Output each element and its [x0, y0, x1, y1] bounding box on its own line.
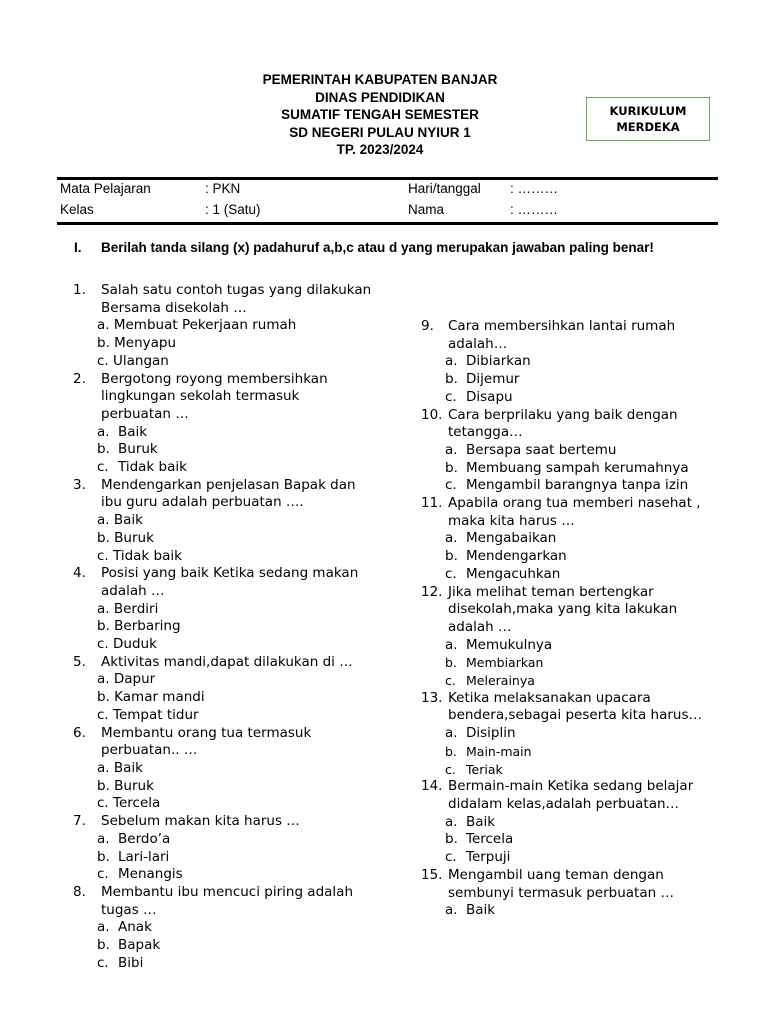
document-header: [130, 71, 630, 159]
option-text: a. Membuat Pekerjaan rumah: [97, 317, 297, 334]
answer-option[interactable]: [97, 955, 373, 973]
option-text: Baik: [118, 423, 148, 440]
option-letter: c.: [445, 849, 457, 866]
answer-option[interactable]: [97, 335, 373, 353]
option-letter: c.: [97, 954, 109, 971]
questions-right-column: [421, 318, 721, 920]
option-text: Mengambil barangnya tanpa izin: [466, 477, 689, 494]
answer-options: [421, 637, 721, 690]
answer-option[interactable]: [97, 530, 373, 548]
date-value: : ………: [510, 181, 559, 196]
option-text: c. Tercela: [97, 795, 161, 812]
answer-options: [73, 424, 373, 477]
name-label: Nama: [408, 202, 445, 217]
option-text: Buruk: [118, 441, 158, 458]
question-7: [73, 813, 373, 884]
answer-option[interactable]: [445, 672, 721, 690]
question-text: Bergotong royong membersihkan lingkungan sekolah termasuk perbuatan …: [101, 370, 328, 422]
question-text: Mengambil uang teman dengan sembunyi termasuk perbuatan …: [448, 866, 674, 901]
answer-option[interactable]: [97, 760, 373, 778]
answer-option[interactable]: [445, 477, 721, 495]
option-letter: a.: [97, 919, 110, 936]
subject-value: : PKN: [205, 181, 241, 196]
question-1: [73, 282, 373, 371]
option-text: Mengabaikan: [466, 530, 557, 547]
option-letter: c.: [445, 477, 457, 494]
question-text: Aktivitas mandi,dapat dilakukan di …: [101, 653, 353, 670]
question-text: Cara berprilaku yang baik dengan tetangga…: [448, 406, 678, 441]
option-letter: b.: [445, 371, 458, 388]
question-number: 13.: [421, 689, 443, 706]
question-number: 2.: [73, 370, 86, 387]
answer-options: [73, 671, 373, 724]
answer-option[interactable]: [445, 460, 721, 478]
header-department: DINAS PENDIDIKAN: [315, 89, 445, 105]
question-11: [421, 495, 721, 584]
option-text: Membiarkan: [466, 655, 544, 671]
question-number: 10.: [421, 406, 443, 423]
option-text: Lari-lari: [118, 848, 170, 865]
subject-label: Mata Pelajaran: [60, 181, 151, 196]
question-5: [73, 654, 373, 725]
answer-option[interactable]: [97, 459, 373, 477]
answer-options: [421, 902, 721, 920]
option-letter: c.: [445, 388, 457, 405]
answer-options: [421, 442, 721, 495]
question-text: Membantu ibu mencuci piring adalah tugas …: [101, 883, 353, 918]
answer-options: [73, 831, 373, 884]
bottom-divider: [57, 222, 718, 225]
question-text: Ketika melaksanakan upacara bendera,sebagai peserta kita harus…: [448, 689, 703, 724]
option-letter: a.: [445, 636, 458, 653]
question-15: [421, 867, 721, 920]
option-text: Tercela: [466, 831, 514, 848]
question-number: 4.: [73, 565, 86, 582]
answer-option[interactable]: [97, 353, 373, 371]
answer-option[interactable]: [97, 512, 373, 530]
option-letter: c.: [97, 866, 109, 883]
question-number: 6.: [73, 724, 86, 741]
curriculum-line-2: MERDEKA: [616, 120, 680, 134]
meta-row-class: [60, 201, 720, 219]
question-text: Jika melihat teman bertengkar disekolah,maka yang kita lakukan adalah …: [448, 583, 678, 635]
option-text: Berdo’a: [118, 830, 171, 847]
question-text: Salah satu contoh tugas yang dilakukan Bersama disekolah …: [101, 282, 372, 316]
option-letter: b.: [97, 441, 110, 458]
header-school-year: TP. 2023/2024: [336, 142, 424, 157]
answer-options: [73, 317, 373, 370]
header-exam-title: SUMATIF TENGAH SEMESTER: [281, 107, 479, 122]
option-letter: c.: [97, 459, 109, 476]
option-letter: b.: [97, 937, 110, 954]
question-text: Bermain-main Ketika sedang belajar didalam kelas,adalah perbuatan…: [448, 778, 694, 812]
option-letter: b.: [445, 831, 458, 848]
option-text: Baik: [466, 813, 496, 830]
answer-option[interactable]: [97, 831, 373, 849]
option-text: Melerainya: [466, 673, 535, 689]
answer-option[interactable]: [97, 707, 373, 725]
answer-options: [421, 530, 721, 583]
question-number: 12.: [421, 583, 443, 600]
option-text: Tidak baik: [118, 459, 187, 476]
option-text: Anak: [118, 919, 152, 936]
name-value: : ………: [510, 202, 559, 217]
answer-option[interactable]: [445, 761, 721, 779]
answer-options: [73, 919, 373, 972]
option-letter: c.: [445, 673, 456, 689]
option-text: Dijemur: [466, 371, 520, 388]
option-text: Main-main: [466, 743, 532, 759]
curriculum-box: [586, 97, 710, 141]
option-text: a. Dapur: [97, 671, 156, 688]
option-text: b. Buruk: [97, 529, 154, 546]
option-letter: a.: [445, 353, 458, 370]
answer-option[interactable]: [97, 937, 373, 955]
answer-option[interactable]: [97, 778, 373, 796]
questions-left-column: [73, 282, 373, 972]
answer-option[interactable]: [445, 902, 721, 920]
question-number: 7.: [73, 813, 86, 830]
answer-option[interactable]: [445, 353, 721, 371]
question-13: [421, 690, 721, 779]
option-text: Teriak: [466, 761, 503, 777]
question-text: Mendengarkan penjelasan Bapak dan ibu guru adalah perbuatan ….: [101, 476, 356, 511]
question-number: 3.: [73, 476, 86, 493]
question-number: 8.: [73, 883, 86, 900]
option-text: Disapu: [466, 388, 513, 405]
answer-option[interactable]: [445, 654, 721, 672]
answer-option[interactable]: [445, 814, 721, 832]
answer-option[interactable]: [97, 866, 373, 884]
header-government: PEMERINTAH KABUPATEN BANJAR: [262, 72, 498, 87]
option-text: a. Baik: [97, 759, 143, 776]
option-letter: a.: [445, 813, 458, 830]
answer-option[interactable]: [97, 441, 373, 459]
option-text: Baik: [466, 902, 496, 919]
answer-options: [73, 601, 373, 654]
option-letter: a.: [445, 902, 458, 919]
option-letter: a.: [97, 423, 110, 440]
question-2: [73, 371, 373, 477]
section-text: Berilah tanda silang (x) padahuruf a,b,c atau d yang merupakan jawaban paling benar!: [101, 240, 654, 255]
question-number: 11.: [421, 495, 443, 512]
option-letter: b.: [445, 459, 458, 476]
answer-options: [73, 760, 373, 813]
option-letter: b.: [445, 743, 457, 759]
question-number: 14.: [421, 778, 443, 795]
option-text: c. Ulangan: [97, 352, 169, 369]
answer-option[interactable]: [97, 424, 373, 442]
answer-option[interactable]: [445, 530, 721, 548]
question-text: Sebelum makan kita harus …: [101, 813, 300, 830]
option-text: Terpuji: [466, 849, 511, 866]
option-letter: a.: [97, 830, 110, 847]
answer-option[interactable]: [97, 618, 373, 636]
class-value: : 1 (Satu): [205, 202, 261, 217]
answer-option[interactable]: [97, 919, 373, 937]
option-text: a. Berdiri: [97, 600, 159, 617]
option-text: Membuang sampah kerumahnya: [466, 459, 689, 476]
option-text: a. Baik: [97, 512, 143, 529]
question-number: 1.: [73, 282, 86, 298]
question-4: [73, 565, 373, 654]
option-text: Bersapa saat bertemu: [466, 441, 617, 458]
option-text: c. Tempat tidur: [97, 706, 199, 723]
question-8: [73, 884, 373, 973]
answer-option[interactable]: [445, 743, 721, 761]
question-number: 5.: [73, 653, 86, 670]
option-text: Bapak: [118, 937, 161, 954]
answer-option[interactable]: [97, 636, 373, 654]
answer-option[interactable]: [445, 637, 721, 655]
option-letter: a.: [445, 725, 458, 742]
answer-options: [421, 814, 721, 867]
option-text: Bibi: [118, 954, 144, 971]
option-text: Menangis: [118, 866, 183, 883]
option-text: c. Duduk: [97, 636, 157, 653]
option-text: b. Kamar mandi: [97, 689, 205, 706]
answer-option[interactable]: [97, 317, 373, 335]
answer-option[interactable]: [445, 831, 721, 849]
option-letter: a.: [445, 441, 458, 458]
question-number: 15.: [421, 866, 443, 883]
option-text: Dibiarkan: [466, 353, 531, 370]
answer-option[interactable]: [445, 725, 721, 743]
answer-option[interactable]: [97, 849, 373, 867]
answer-option[interactable]: [97, 671, 373, 689]
question-text: Cara membersihkan lantai rumah adalah…: [448, 318, 676, 352]
header-school: SD NEGERI PULAU NYIUR 1: [289, 124, 471, 140]
option-text: Disiplin: [466, 725, 516, 742]
answer-options: [421, 353, 721, 406]
class-label: Kelas: [60, 202, 94, 217]
question-10: [421, 407, 721, 496]
option-text: b. Buruk: [97, 777, 154, 794]
option-text: Mendengarkan: [466, 548, 567, 565]
answer-option[interactable]: [97, 601, 373, 619]
option-text: b. Berbaring: [97, 618, 181, 635]
option-letter: b.: [445, 655, 457, 671]
question-3: [73, 477, 373, 566]
question-text: Posisi yang baik Ketika sedang makan adalah …: [101, 565, 359, 599]
option-text: b. Menyapu: [97, 335, 177, 352]
answer-option[interactable]: [445, 371, 721, 389]
option-letter: b.: [97, 848, 110, 865]
question-9: [421, 318, 721, 407]
section-number: I.: [74, 240, 82, 255]
answer-options: [73, 512, 373, 565]
question-text: Apabila orang tua memberi nasehat , maka kita harus …: [448, 495, 701, 529]
curriculum-line-1: KURIKULUM: [609, 104, 687, 118]
answer-option[interactable]: [97, 795, 373, 813]
question-14: [421, 778, 721, 867]
option-letter: a.: [445, 530, 458, 547]
answer-option[interactable]: [445, 442, 721, 460]
option-letter: c.: [445, 761, 456, 777]
date-label: Hari/tanggal: [408, 181, 481, 196]
answer-option[interactable]: [445, 389, 721, 407]
option-text: Memukulnya: [466, 636, 553, 653]
question-text: Membantu orang tua termasuk perbuatan.. …: [101, 724, 312, 759]
question-12: [421, 584, 721, 690]
answer-options: [421, 725, 721, 778]
answer-option[interactable]: [97, 548, 373, 566]
option-letter: c.: [445, 565, 457, 582]
meta-row-subject: [60, 180, 720, 198]
option-text: c. Tidak baik: [97, 547, 182, 564]
answer-option[interactable]: [445, 566, 721, 584]
option-letter: b.: [445, 548, 458, 565]
question-number: 9.: [421, 318, 434, 334]
answer-option[interactable]: [445, 548, 721, 566]
answer-option[interactable]: [97, 689, 373, 707]
answer-option[interactable]: [445, 849, 721, 867]
question-6: [73, 725, 373, 814]
option-text: Mengacuhkan: [466, 565, 561, 582]
